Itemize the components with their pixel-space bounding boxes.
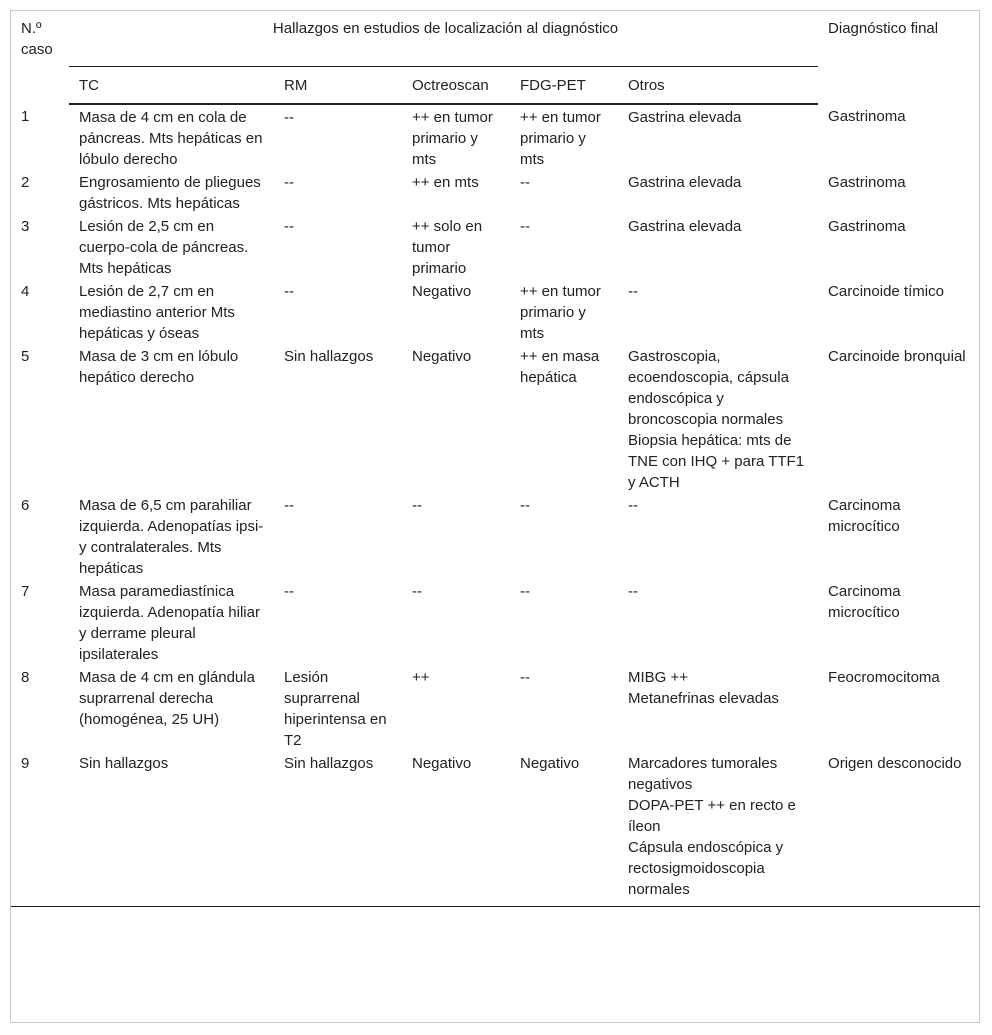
- table-body: [11, 104, 980, 907]
- cell-final: Carcinoide tímico: [828, 283, 944, 300]
- cell-otros: [618, 172, 818, 216]
- cell-tc: Sin hallazgos: [69, 753, 274, 907]
- cell-tc: Masa de 6,5 cm parahiliar izquierda. Adenopatías ipsi- y contralaterales. Mts hepáticas: [79, 497, 264, 577]
- cell-final: Carcinoma microcítico: [828, 497, 901, 535]
- cell-otros: [618, 495, 818, 581]
- cell-otros: [618, 753, 818, 907]
- cell-tc: Lesión de 2,5 cm en cuerpo-cola de páncreas. Mts hepáticas: [79, 218, 249, 277]
- cell-tc: Masa paramediastínica izquierda. Adenopatía hiliar y derrame pleural ipsilaterales: [79, 583, 260, 663]
- table-row: [11, 216, 980, 281]
- otros-line: Biopsia hepática: mts de TNE con IHQ + para TTF1 y ACTH: [628, 432, 805, 491]
- cell-rm: --: [284, 583, 294, 600]
- cell-fdgpet: --: [520, 497, 530, 514]
- table-row: [11, 581, 980, 667]
- cell-fdgpet: --: [520, 669, 530, 686]
- cell-rm: Sin hallazgos: [284, 348, 374, 365]
- cell-fdgpet: ++ en tumor primario y mts: [520, 283, 601, 342]
- cell-octreoscan: Negativo: [402, 753, 510, 907]
- cell-caso: 6: [21, 497, 30, 514]
- header-final: Diagnóstico final: [828, 20, 939, 37]
- cell-caso: 7: [21, 583, 30, 600]
- cell-rm: Sin hallazgos: [274, 753, 402, 907]
- table-row: [11, 495, 980, 581]
- table-row: [11, 667, 980, 753]
- header-row-top: [11, 11, 980, 67]
- cell-caso: 4: [21, 283, 30, 300]
- table-row: [11, 104, 980, 172]
- otros-line: Gastroscopia, ecoendoscopia, cápsula endoscópica y broncoscopia normales: [628, 348, 789, 428]
- otros-line: Metanefrinas elevadas: [628, 690, 779, 707]
- cell-rm: --: [284, 497, 294, 514]
- cell-final: Gastrinoma: [828, 218, 906, 235]
- cell-octreoscan: ++: [412, 669, 430, 686]
- otros-line: MIBG ++: [628, 669, 689, 686]
- cell-rm: --: [284, 174, 294, 191]
- cell-octreoscan: Negativo: [412, 283, 472, 300]
- cell-octreoscan: --: [412, 583, 422, 600]
- cell-otros: [618, 216, 818, 281]
- table-row: [11, 172, 980, 216]
- cell-caso: 8: [21, 669, 30, 686]
- cell-octreoscan: ++ en tumor primario y mts: [412, 109, 493, 168]
- header-group: Hallazgos en estudios de localización al diagnóstico: [69, 11, 818, 67]
- cell-octreoscan: ++ solo en tumor primario: [412, 218, 483, 277]
- header-octreoscan: Octreoscan: [402, 67, 510, 105]
- header-tc: TC: [69, 67, 274, 105]
- otros-line: DOPA-PET ++ en recto e íleon: [628, 797, 796, 835]
- cell-otros: [618, 667, 818, 753]
- cell-rm: --: [284, 218, 294, 235]
- cell-fdgpet: Negativo: [510, 753, 618, 907]
- cell-fdgpet: --: [520, 174, 530, 191]
- cell-tc: Engrosamiento de pliegues gástricos. Mts hepáticas: [79, 174, 261, 212]
- cell-final: Carcinoma microcítico: [828, 583, 901, 621]
- header-otros: Otros: [618, 67, 818, 105]
- cell-otros: [618, 346, 818, 495]
- cell-rm: --: [284, 283, 294, 300]
- cell-caso: 2: [21, 174, 30, 191]
- header-case: N.º caso: [21, 20, 53, 58]
- otros-line: Gastrina elevada: [628, 218, 742, 235]
- otros-line: Marcadores tumorales negativos: [628, 755, 778, 793]
- findings-table: [11, 11, 980, 907]
- cell-final: Origen desconocido: [818, 753, 980, 907]
- table-row: [11, 281, 980, 346]
- cell-tc: Masa de 3 cm en lóbulo hepático derecho: [79, 348, 239, 386]
- cell-caso: 5: [21, 348, 30, 365]
- cell-tc: Masa de 4 cm en cola de páncreas. Mts hepáticas en lóbulo derecho: [79, 109, 263, 168]
- cell-tc: Masa de 4 cm en glándula suprarrenal derecha (homogénea, 25 UH): [79, 669, 255, 728]
- cell-fdgpet: ++ en masa hepática: [520, 348, 600, 386]
- cell-caso: 1: [21, 108, 30, 125]
- cell-octreoscan: Negativo: [412, 348, 472, 365]
- otros-line: Cápsula endoscópica y rectosigmoidoscopia normales: [628, 839, 784, 898]
- table-row: [11, 753, 980, 907]
- otros-line: Gastrina elevada: [628, 109, 742, 126]
- cell-rm: --: [284, 109, 294, 126]
- cell-otros: [618, 281, 818, 346]
- otros-line: --: [628, 497, 638, 514]
- cell-final: Feocromocitoma: [828, 669, 940, 686]
- cell-caso: 3: [21, 218, 30, 235]
- header-fdgpet: FDG-PET: [510, 67, 618, 105]
- cell-otros: [618, 104, 818, 172]
- cell-otros: [618, 581, 818, 667]
- cell-octreoscan: ++ en mts: [412, 174, 479, 191]
- cell-octreoscan: --: [412, 497, 422, 514]
- cell-tc: Lesión de 2,7 cm en mediastino anterior Mts hepáticas y óseas: [79, 283, 235, 342]
- cell-fdgpet: --: [520, 583, 530, 600]
- header-rm: RM: [274, 67, 402, 105]
- cell-fdgpet: --: [520, 218, 530, 235]
- cell-rm: Lesión suprarrenal hiperintensa en T2: [284, 669, 387, 749]
- otros-line: --: [628, 283, 638, 300]
- cell-final: Gastrinoma: [828, 174, 906, 191]
- table-row: [11, 346, 980, 495]
- cell-caso: 9: [11, 753, 69, 907]
- otros-line: --: [628, 583, 638, 600]
- cell-final: Gastrinoma: [828, 108, 906, 125]
- cell-final: Carcinoide bronquial: [828, 348, 966, 365]
- otros-line: Gastrina elevada: [628, 174, 742, 191]
- cell-fdgpet: ++ en tumor primario y mts: [520, 109, 601, 168]
